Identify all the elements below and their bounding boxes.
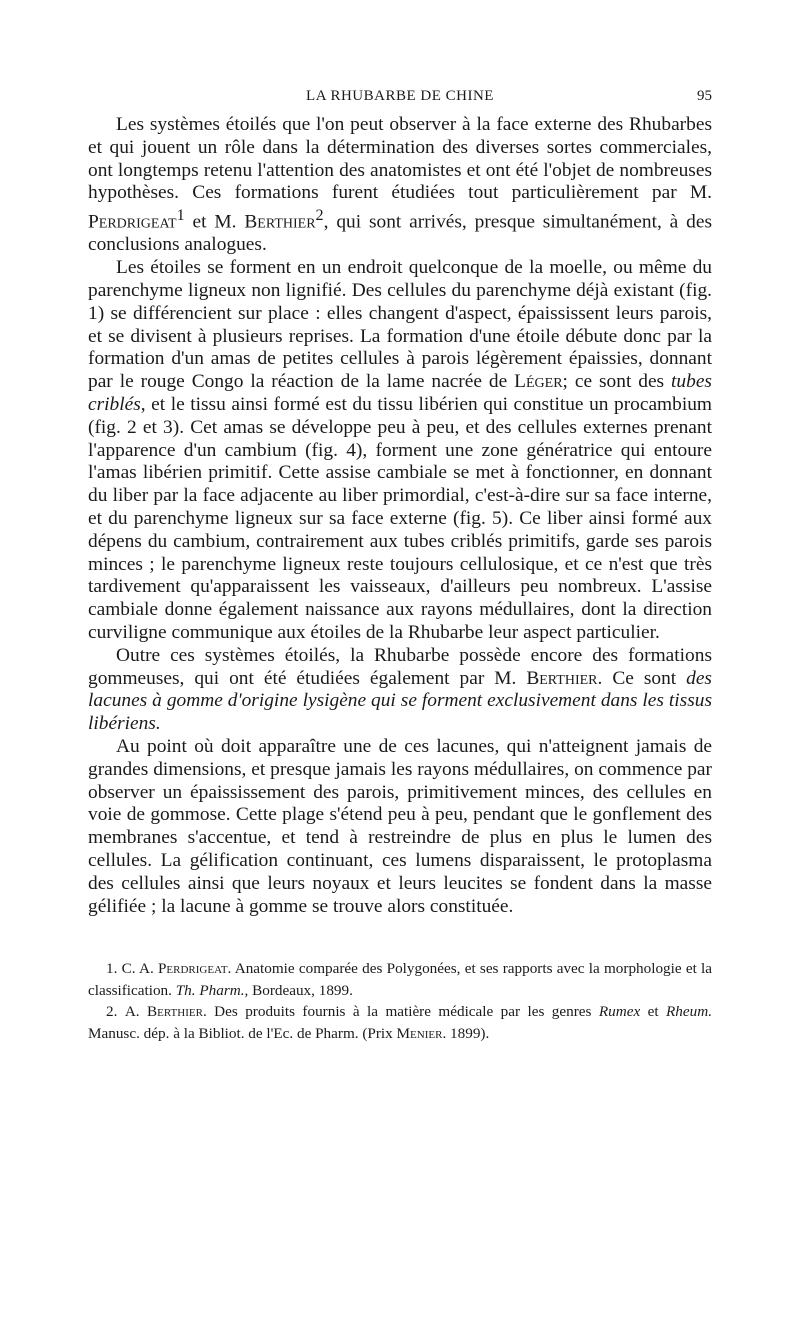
p3-italic-definition: des lacunes à gomme d'origine lysigène qui se forment exclusivement dans les tissus libériens.: [88, 667, 712, 735]
fn2-number: 2.: [106, 1003, 118, 1021]
fn2-rheum: Rheum.: [666, 1003, 713, 1021]
fn2-rumex: Rumex: [598, 1003, 641, 1021]
fn2-text-a: . Des produits fournis à la matière médicale par les genres: [202, 1003, 592, 1021]
p3-text-b: . Ce sont: [597, 667, 677, 689]
p4-text: Au point où doit apparaître une de ces lacunes, qui n'atteignent jamais de grandes dimensions, et presque jamais les rayons médullaires, on commence par observer un épaississement des parois, primitivement minces, des cellules en voie de gommose. Cette plage s'étend peu à peu, pendant que le gonflement des membranes s'accentue, et tend à restreindre de plus en plus le lumen des cellules. La gélification continuant, ces lumens disparaissent, le protoplasma des cellules ainsi que leurs noyaux et leurs leucites se fondent dans la masse gélifiée ; la lacune à gomme se trouve alors constituée.: [88, 735, 712, 917]
footnote-ref-1: 1: [176, 207, 185, 225]
fn1-text-a: . Anatomie comparée des Polygonées, et ses rapports avec la morphologie et la classification.: [88, 960, 712, 999]
fn1-number: 1.: [106, 960, 118, 978]
paragraph-3: [88, 645, 712, 736]
footnote-1: [88, 958, 712, 1001]
fn2-text-c: Manusc. dép. à la Bibliot. de l'Ec. de Pharm. (Prix: [88, 1024, 393, 1042]
p2-text-b: ; ce sont des: [562, 371, 665, 393]
fn2-text-d: . 1899).: [442, 1024, 490, 1042]
paragraph-1: [88, 114, 712, 257]
fn1-italic: Th. Pharm.: [175, 981, 245, 999]
book-page: [88, 88, 712, 1044]
author-berthier: Berthier: [244, 211, 316, 233]
paragraph-2: [88, 257, 712, 645]
running-title: LA RHUBARBE DE CHINE: [306, 88, 494, 104]
footnote-ref-2: 2: [315, 207, 324, 225]
p2-text-c: , et le tissu ainsi formé est du tissu libérien qui constitue un procambium (fig. 2 et 3). Cet amas se développe peu à peu, et des cellules externes prenant l'apparence d'un cambium (fig. 4), forment une zone génératrice qui entoure l'amas libérien primitif. Cette assise cambiale se met à fonctionner, en donnant du liber par la face adjacente au liber primordial, c'est-à-dire sur sa face interne, et du parenchyme ligneux sur sa face externe (fig. 5). Ce liber ainsi formé aux dépens du cambium, contrairement aux tubes criblés primitifs, garde ses parois minces ; le parenchyme ligneux reste toujours cellulosique, et ce n'est que très tardivement qu'apparaissent les vaisseaux, d'ailleurs peu nombreux. L'assise cambiale donne également naissance aux rayons médullaires, dont la direction curviligne communique aux étoiles de la Rhubarbe leur aspect particulier.: [88, 394, 712, 643]
page-number: 95: [697, 88, 712, 104]
p1-mid: et M.: [192, 211, 237, 233]
name-leger: Léger: [514, 371, 563, 393]
author-perdrigeat: Perdrigeat: [88, 211, 177, 233]
body-text: [88, 114, 712, 918]
footnotes: [88, 958, 712, 1044]
p1-text: Les systèmes étoilés que l'on peut observer à la face externe des Rhubarbes et qui jouent un rôle dans la détermination des diverses sortes commerciales, ont longtemps retenu l'attention des anatomistes et ont été l'objet de nombreuses hypothèses. Ces formations furent étudiées tout particulièrement par M.: [88, 114, 712, 204]
p2-text-a: Les étoiles se forment en un endroit quelconque de la moelle, ou même du parenchyme ligneux non lignifié. Des cellules du parenchyme déjà existant (fig. 1) se différencient sur place : elles changent d'aspect, épaississent leurs parois, et se divisent à plusieurs reprises. La formation d'une étoile débute donc par la formation d'un amas de petites cellules à parois légèrement épaissies, donnant par le rouge Congo la réaction de la lame nacrée de: [88, 257, 712, 393]
fn1-text-b: , Bordeaux, 1899.: [244, 981, 353, 999]
fn2-text-b: et: [647, 1003, 659, 1021]
running-head: [88, 88, 712, 114]
p1-end: , qui sont arrivés, presque simultanément, à des conclusions analogues.: [88, 211, 712, 256]
fn2-menier: Menier: [396, 1024, 443, 1042]
footnote-2: [88, 1001, 712, 1044]
term-tubes-cribles: tubes criblés: [88, 371, 712, 416]
fn2-author: A. Berthier: [124, 1003, 203, 1021]
name-berthier: Berthier: [526, 667, 598, 689]
p3-text-a: Outre ces systèmes étoilés, la Rhubarbe possède encore des formations gommeuses, qui ont été étudiées également par M.: [88, 644, 712, 689]
paragraph-4: [88, 736, 712, 918]
fn1-author: C. A. Perdrigeat: [121, 960, 228, 978]
